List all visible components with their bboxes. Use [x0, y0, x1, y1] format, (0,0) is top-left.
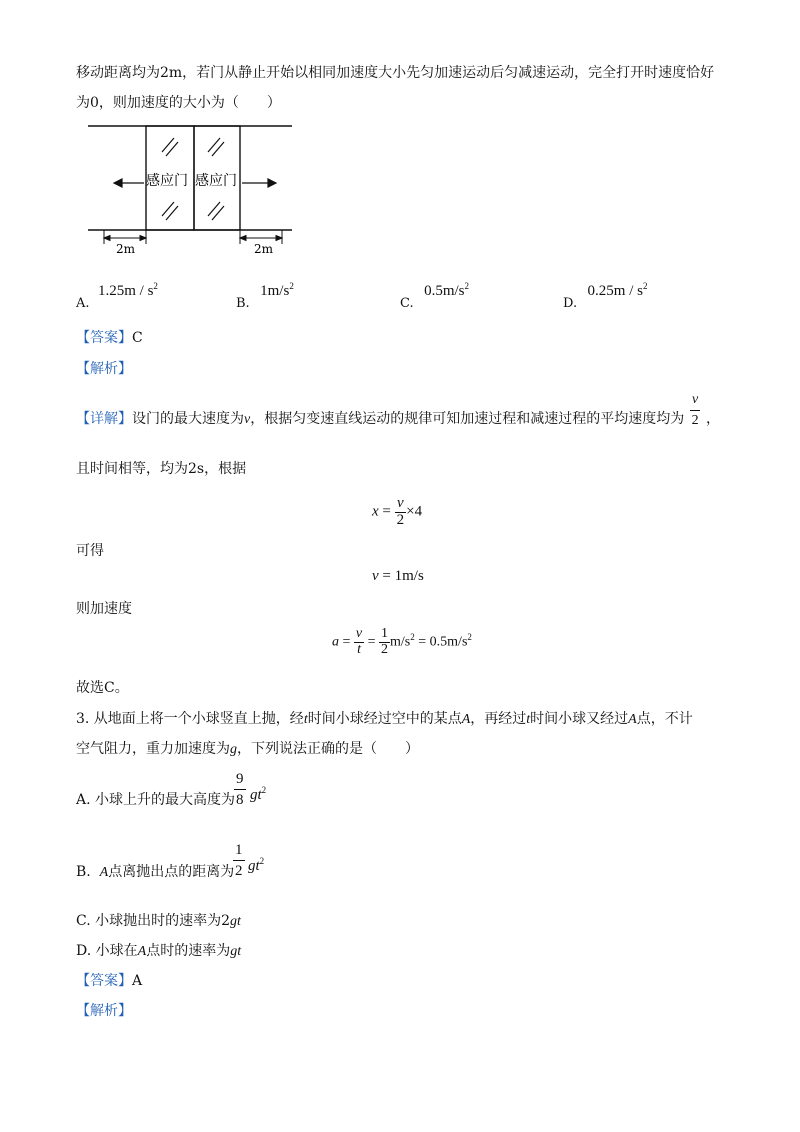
q2-analysis-tag: 【解析】 — [76, 361, 132, 377]
text-kede: 可得 — [76, 543, 104, 559]
q3-stem-line1: 3. 从地面上将一个小球竖直上抛，经t时间小球经过空中的某点A，再经过t时间小球又经过A点，不计 — [76, 711, 693, 727]
q3-option-b-tail: $gt^2$ — [248, 856, 265, 874]
q3-stem-line2: 空气阻力，重力加速度为g，下列说法正确的是（ ） — [76, 741, 419, 757]
q3-option-c: C. 小球抛出时的速率为2gt — [76, 913, 241, 929]
q2-detail-fraction: v 2 — [691, 392, 699, 428]
q2-option-d: D. $0.25m / s^2$ — [563, 281, 648, 311]
dim-right-label: 2m — [254, 242, 274, 256]
q3-option-a-fraction: 9 8 — [236, 771, 244, 808]
arrow-left-icon — [114, 179, 122, 187]
q2-stem-line1: 移动距离均为2m，若门从静止开始以相同加速度大小先匀加速运动后匀减速运动，完全打开时速度恰好 — [76, 65, 715, 81]
q2-option-b: B. $1m/s^2$ — [236, 281, 294, 311]
q2-detail-line: 【详解】设门的最大速度为v，根据匀变速直线运动的规律可知加速过程和减速过程的平均速度均为 — [76, 411, 685, 427]
equation-2: v = 1m/s — [372, 568, 424, 584]
door-right-label: 感应门 — [195, 173, 237, 189]
door-left-label: 感应门 — [146, 173, 188, 189]
q2-answer: 【答案】C — [76, 330, 143, 346]
q3-option-a: A. 小球上升的最大高度为 — [76, 792, 236, 808]
q2-option-c: C. $0.5m/s^2$ — [400, 281, 470, 311]
q2-detail-comma: ， — [706, 411, 720, 427]
q2-option-a: A. $1.25m / s^2$ — [76, 281, 158, 311]
arrow-right-icon — [268, 179, 276, 187]
q2-conclusion: 故选C。 — [76, 680, 129, 696]
dim-left-label: 2m — [116, 242, 136, 256]
q3-option-d: D. 小球在A点时的速率为gt — [76, 943, 242, 959]
q2-stem-line2: 为0，则加速度的大小为（ ） — [76, 95, 281, 111]
equation-1: x = $\frac{v}{2}$ ×4 — [372, 495, 423, 528]
q3-answer: 【答案】A — [76, 973, 143, 989]
equation-3: a = $\frac{v}{t}$ = $\frac{1}{2}$ $m/s^2 = 0.5m/s^2$ — [332, 626, 472, 657]
q3-option-b: B. A点离抛出点的距离为 — [76, 864, 235, 880]
q2-detail-line2: 且时间相等，均为2s，根据 — [76, 461, 247, 477]
q3-option-b-fraction: 1 2 — [235, 842, 243, 879]
q3-option-a-tail: $gt^2$ — [250, 785, 267, 803]
text-accel: 则加速度 — [76, 601, 132, 617]
q3-analysis-tag: 【解析】 — [76, 1003, 132, 1019]
sensor-door-figure — [86, 120, 296, 260]
